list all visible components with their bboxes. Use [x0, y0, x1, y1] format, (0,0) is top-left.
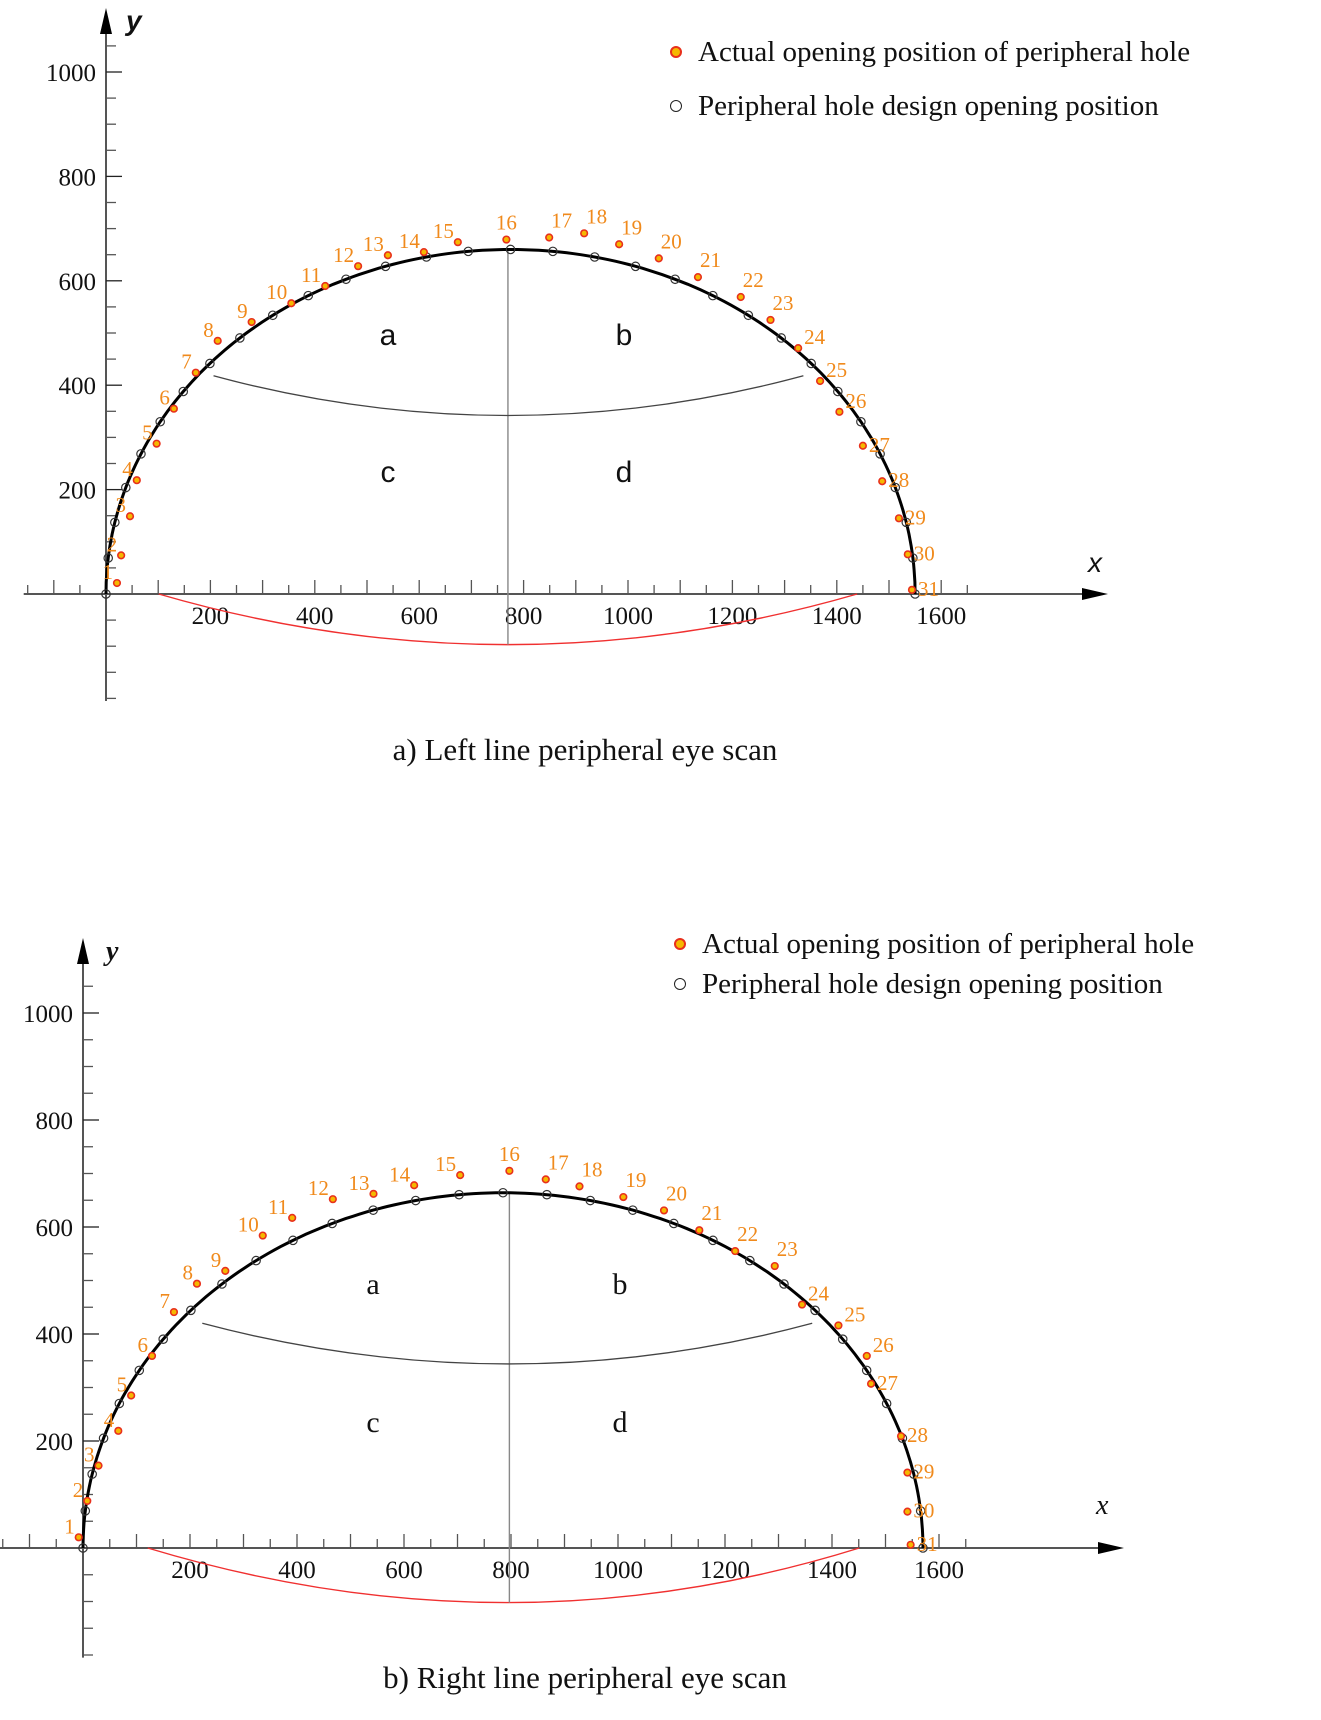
- hole-number-label: 9: [237, 299, 248, 324]
- actual-hole-marker: [421, 249, 428, 256]
- actual-points: [102, 204, 939, 601]
- actual-hole-marker: [75, 1534, 82, 1541]
- hole-number-label: 12: [333, 243, 355, 268]
- actual-hole-marker: [322, 283, 329, 290]
- actual-hole-marker: [546, 234, 553, 241]
- region-label-a: a: [366, 1268, 380, 1301]
- y-tick-label: 200: [35, 1429, 73, 1456]
- actual-hole-marker: [767, 317, 774, 324]
- actual-hole-marker: [115, 1428, 122, 1435]
- actual-hole-marker: [835, 1322, 842, 1329]
- actual-hole-marker: [868, 1380, 875, 1387]
- y-tick-label: 1000: [46, 60, 96, 87]
- hole-number-label: 23: [776, 1237, 798, 1262]
- legend-item-actual: [674, 924, 1194, 964]
- y-tick-label: 400: [58, 373, 96, 401]
- actual-hole-marker: [222, 1268, 229, 1275]
- actual-hole-marker: [836, 409, 843, 416]
- x-tick-label: 400: [278, 1557, 316, 1584]
- hole-number-label: 29: [913, 1459, 935, 1484]
- hole-number-label: 31: [917, 576, 939, 601]
- actual-hole-marker: [616, 241, 623, 248]
- actual-hole-marker: [192, 369, 199, 376]
- actual-hole-marker: [370, 1191, 377, 1198]
- actual-hole-marker: [171, 405, 178, 412]
- hole-number-label: 19: [625, 1168, 647, 1193]
- x-tick-label: 600: [385, 1557, 423, 1584]
- actual-hole-marker: [457, 1172, 464, 1179]
- y-tick-label: 400: [35, 1322, 73, 1349]
- hole-number-label: 28: [888, 468, 910, 493]
- x-axis-label: x: [1088, 547, 1102, 578]
- y-tick-label: 1000: [23, 1001, 73, 1028]
- actual-hole-marker: [149, 1353, 156, 1360]
- actual-hole-marker: [411, 1182, 418, 1189]
- x-tick-label: 200: [171, 1557, 209, 1584]
- actual-hole-marker-icon: [670, 46, 682, 58]
- hole-number-label: 21: [701, 1201, 723, 1226]
- x-tick-label: 800: [504, 603, 543, 630]
- hole-number-label: 28: [907, 1423, 929, 1448]
- x-tick-label: 1400: [807, 1557, 857, 1584]
- hole-number-label: 6: [159, 385, 170, 410]
- hole-number-label: 24: [808, 1281, 830, 1306]
- region-label-d: d: [615, 456, 633, 489]
- hole-number-label: 19: [621, 215, 643, 240]
- x-tick-label: 1000: [603, 603, 653, 630]
- actual-hole-marker: [259, 1232, 266, 1239]
- hole-number-label: 18: [581, 1157, 603, 1182]
- hole-number-label: 5: [116, 1372, 128, 1397]
- actual-hole-marker: [84, 1498, 91, 1505]
- x-tick-label: 200: [191, 603, 230, 630]
- panel-b-right-line: [0, 860, 1321, 1720]
- actual-hole-marker: [898, 1433, 905, 1440]
- actual-hole-marker: [655, 255, 662, 262]
- hole-number-label: 30: [913, 1498, 935, 1523]
- y-axis-label: y: [106, 936, 119, 967]
- hole-number-label: 16: [495, 210, 517, 235]
- y-tick-label: 600: [35, 1215, 73, 1242]
- hole-number-label: 26: [845, 388, 867, 413]
- x-tick-label: 400: [296, 603, 334, 630]
- hole-number-label: 14: [389, 1162, 411, 1187]
- region-label-a: a: [379, 319, 397, 352]
- actual-hole-marker: [907, 1541, 914, 1548]
- x-tick-label: 1600: [916, 603, 967, 630]
- y-axis-arrow-icon: [77, 938, 89, 964]
- region-divider-curve: [202, 1323, 812, 1364]
- actual-hole-marker: [114, 580, 121, 587]
- hole-number-label: 3: [115, 493, 127, 518]
- actual-hole-marker: [863, 1353, 870, 1360]
- x-axis-arrow-icon: [1082, 588, 1108, 600]
- actual-hole-marker: [385, 252, 392, 259]
- actual-hole-marker: [214, 338, 221, 345]
- actual-hole-marker: [95, 1462, 102, 1469]
- hole-number-label: 21: [699, 248, 721, 273]
- hole-number-label: 1: [102, 560, 113, 585]
- region-label-b: b: [612, 1268, 628, 1301]
- actual-hole-marker: [455, 239, 462, 246]
- hole-number-label: 9: [210, 1247, 222, 1272]
- legend-item-design: [674, 964, 1194, 1004]
- actual-hole-marker: [581, 230, 588, 237]
- legend-item-design: [670, 86, 1190, 126]
- hole-number-label: 10: [266, 280, 288, 305]
- hole-number-label: 8: [182, 1260, 193, 1285]
- actual-hole-marker-icon: [674, 938, 686, 950]
- actual-hole-marker: [904, 1508, 911, 1515]
- region-label-d: d: [612, 1406, 628, 1439]
- actual-hole-marker: [542, 1176, 549, 1183]
- hole-number-label: 20: [666, 1181, 688, 1206]
- actual-hole-marker: [620, 1194, 627, 1201]
- actual-hole-marker: [576, 1183, 583, 1190]
- actual-hole-marker: [904, 1469, 911, 1476]
- actual-points: [64, 1142, 937, 1556]
- legend-label-design: Peripheral hole design opening position: [702, 967, 1163, 1000]
- actual-hole-marker: [289, 1215, 296, 1222]
- hole-number-label: 27: [868, 432, 890, 457]
- hole-number-label: 17: [547, 1150, 569, 1175]
- actual-hole-marker: [860, 442, 867, 449]
- region-label-c: c: [366, 1406, 380, 1439]
- legend: [674, 924, 1194, 1004]
- actual-hole-marker: [503, 236, 510, 243]
- y-tick-label: 800: [58, 164, 96, 192]
- hole-number-label: 30: [913, 541, 935, 566]
- hole-number-label: 15: [432, 219, 454, 244]
- actual-hole-marker: [817, 378, 824, 385]
- figure-caption-a: a) Left line peripheral eye scan: [392, 732, 778, 767]
- hole-number-label: 13: [348, 1170, 370, 1195]
- hole-number-label: 26: [872, 1332, 894, 1357]
- actual-hole-marker: [248, 319, 255, 326]
- hole-number-label: 8: [203, 317, 214, 342]
- actual-hole-marker: [128, 1392, 135, 1399]
- hole-number-label: 6: [137, 1332, 149, 1357]
- hole-number-label: 2: [106, 532, 118, 557]
- hole-number-label: 23: [772, 290, 794, 315]
- x-axis-label: x: [1096, 1490, 1109, 1521]
- hole-number-label: 13: [362, 232, 384, 257]
- actual-hole-marker: [127, 513, 134, 520]
- hole-number-label: 18: [586, 204, 608, 229]
- y-tick-label: 600: [58, 268, 96, 296]
- actual-hole-marker: [795, 345, 802, 352]
- hole-number-label: 20: [660, 229, 682, 254]
- hole-number-label: 15: [435, 1152, 457, 1177]
- design-profile-curve: [106, 250, 915, 595]
- hole-number-label: 4: [122, 457, 133, 482]
- actual-hole-marker: [696, 1227, 703, 1234]
- x-tick-label: 1600: [914, 1557, 964, 1584]
- actual-hole-marker: [879, 478, 886, 485]
- hole-number-label: 11: [267, 1194, 289, 1219]
- legend-label-actual: Actual opening position of peripheral hole: [698, 35, 1191, 68]
- design-points: [102, 245, 920, 598]
- hole-number-label: 16: [498, 1141, 520, 1166]
- hole-number-label: 25: [826, 358, 848, 383]
- x-tick-label: 1200: [707, 603, 758, 630]
- region-label-b: b: [615, 319, 633, 352]
- actual-hole-marker: [771, 1263, 778, 1270]
- actual-hole-marker: [355, 263, 362, 270]
- legend: [670, 32, 1190, 126]
- hole-number-label: 27: [877, 1370, 899, 1395]
- hole-number-label: 5: [142, 420, 153, 445]
- hole-number-label: 11: [301, 263, 322, 288]
- actual-hole-marker: [896, 515, 903, 522]
- hole-number-label: 12: [307, 1176, 329, 1201]
- legend-label-actual: Actual opening position of peripheral hole: [702, 927, 1195, 960]
- y-tick-label: 800: [35, 1108, 73, 1135]
- actual-hole-marker: [133, 477, 140, 484]
- legend-label-design: Peripheral hole design opening position: [698, 89, 1159, 122]
- hole-number-label: 1: [64, 1514, 75, 1539]
- actual-hole-marker: [737, 294, 744, 301]
- hole-number-label: 4: [103, 1407, 115, 1432]
- x-tick-label: 600: [400, 603, 438, 630]
- actual-hole-marker: [288, 300, 295, 307]
- hole-number-label: 7: [159, 1289, 170, 1314]
- actual-hole-marker: [330, 1196, 337, 1203]
- y-axis-label: y: [126, 5, 142, 36]
- actual-hole-marker: [661, 1207, 668, 1214]
- actual-hole-marker: [904, 551, 911, 558]
- hole-number-label: 29: [904, 505, 926, 530]
- hole-number-label: 14: [398, 229, 420, 254]
- hole-number-label: 2: [72, 1477, 84, 1502]
- design-hole-marker-icon: [670, 100, 682, 112]
- hole-number-label: 25: [844, 1302, 866, 1327]
- actual-hole-marker: [799, 1301, 806, 1308]
- actual-hole-marker: [506, 1168, 513, 1175]
- hole-number-label: 22: [742, 267, 764, 292]
- y-axis-arrow-icon: [100, 8, 112, 34]
- x-tick-label: 1000: [593, 1557, 643, 1584]
- design-points: [79, 1189, 927, 1553]
- design-hole-marker-icon: [674, 978, 686, 990]
- actual-hole-marker: [194, 1280, 201, 1287]
- x-tick-label: 800: [492, 1557, 530, 1584]
- hole-number-label: 7: [181, 349, 192, 374]
- x-tick-label: 1400: [811, 603, 862, 630]
- x-axis-arrow-icon: [1098, 1542, 1124, 1554]
- actual-hole-marker: [909, 587, 916, 594]
- x-tick-label: 1200: [700, 1557, 750, 1584]
- hole-number-label: 31: [916, 1531, 938, 1556]
- actual-hole-marker: [695, 274, 702, 281]
- hole-number-label: 17: [551, 208, 573, 233]
- hole-number-label: 24: [804, 325, 826, 350]
- y-tick-label: 200: [58, 477, 96, 505]
- hole-number-label: 3: [84, 1442, 95, 1467]
- figure-caption-b: b) Right line peripheral eye scan: [383, 1660, 787, 1695]
- hole-number-label: 22: [737, 1222, 759, 1247]
- actual-hole-marker: [732, 1248, 739, 1255]
- region-label-c: c: [380, 456, 396, 489]
- actual-hole-marker: [153, 440, 160, 447]
- legend-item-actual: [670, 32, 1190, 72]
- actual-hole-marker: [171, 1309, 178, 1316]
- actual-hole-marker: [118, 552, 125, 559]
- hole-number-label: 10: [237, 1212, 259, 1237]
